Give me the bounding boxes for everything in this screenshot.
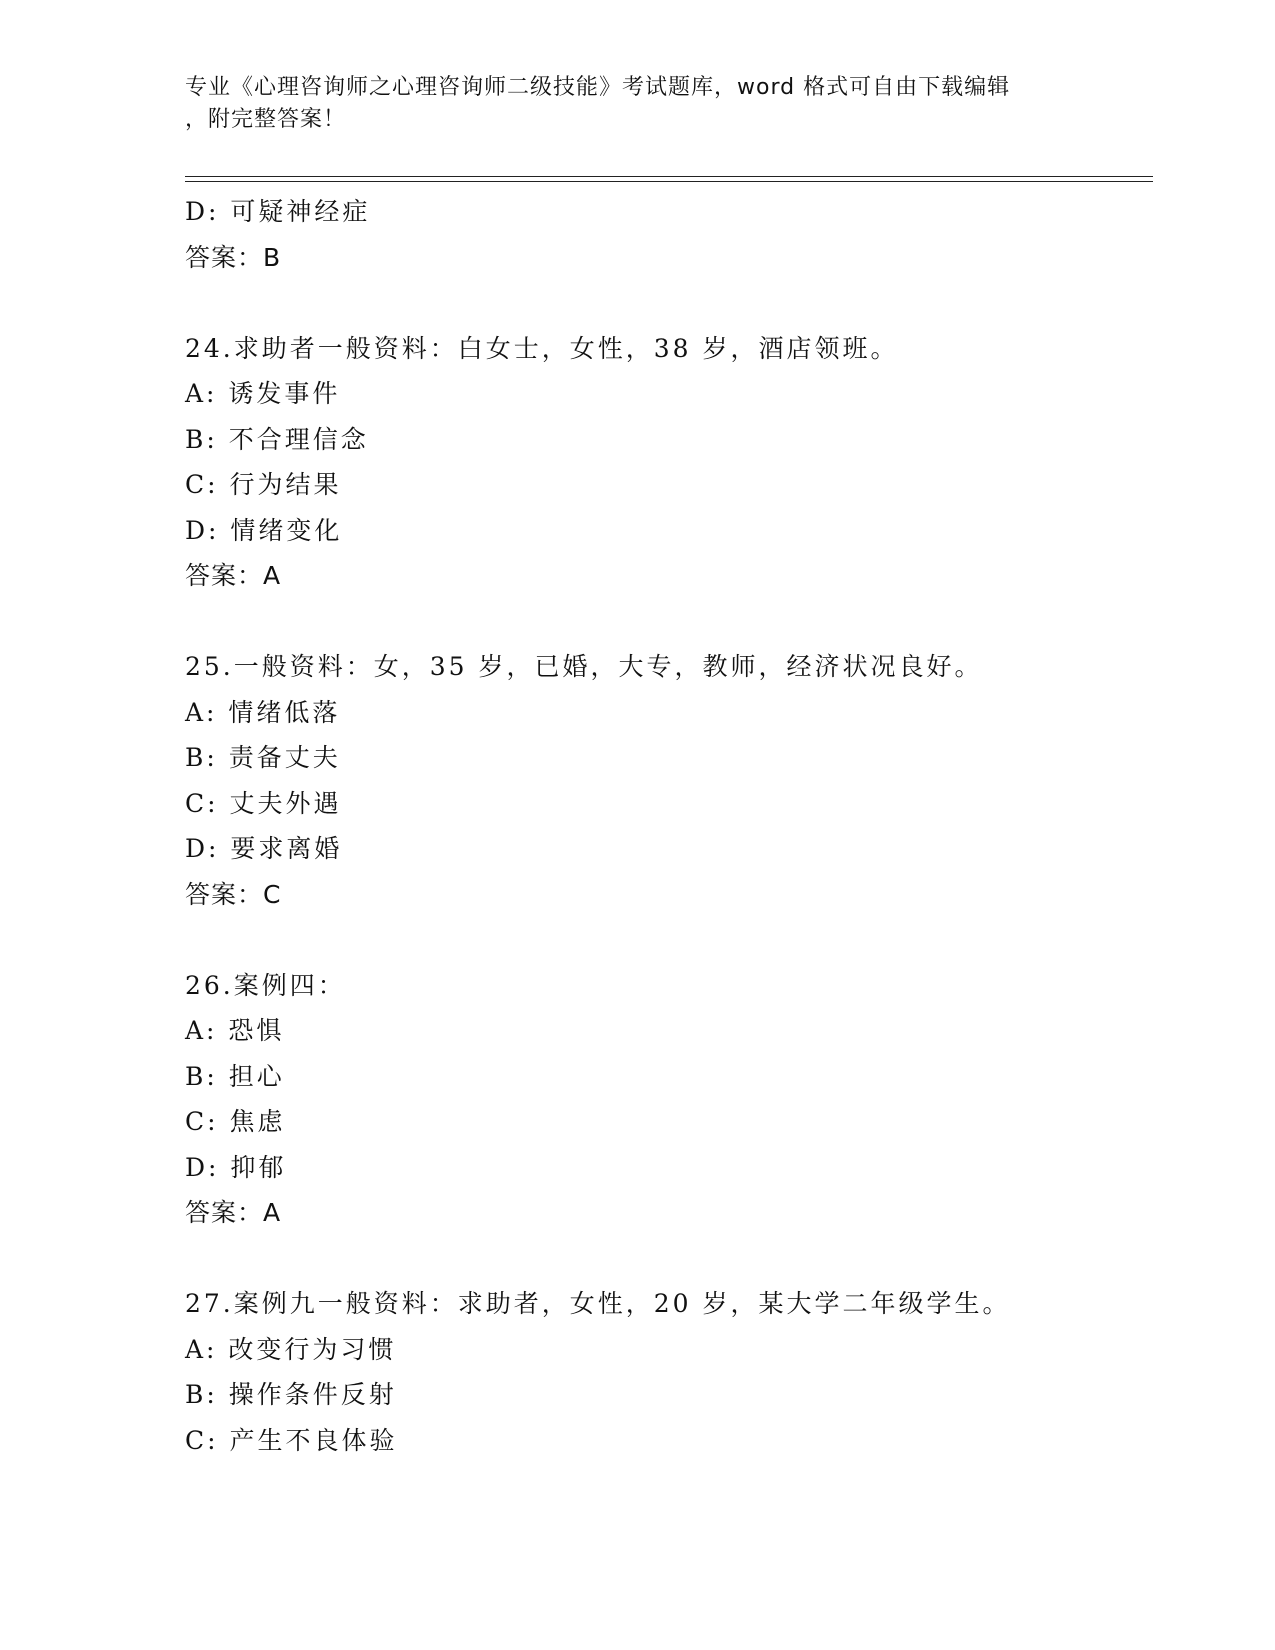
option-d: D: 情绪变化 bbox=[185, 515, 343, 545]
spacer bbox=[185, 1236, 1153, 1282]
header-line-2: ，附完整答案！ bbox=[185, 107, 347, 132]
answer-line: 答案：C bbox=[185, 879, 282, 909]
option-b: B: 不合理信念 bbox=[185, 424, 369, 454]
header-line-1: 专业《心理咨询师之心理咨询师二级技能》考试题库，word 格式可自由下载编辑 bbox=[185, 75, 1011, 100]
option-d: D: 抑郁 bbox=[185, 1152, 287, 1182]
option-c: C: 焦虑 bbox=[185, 1107, 286, 1136]
option-b: B: 责备丈夫 bbox=[185, 743, 341, 772]
spacer bbox=[185, 280, 1153, 326]
question-title: 24.求助者一般资料：白女士，女性，38 岁，酒店领班。 bbox=[185, 333, 899, 363]
spacer bbox=[185, 917, 1153, 963]
option-a: A: 改变行为习惯 bbox=[185, 1334, 397, 1364]
option-c: C: 产生不良体验 bbox=[185, 1425, 398, 1455]
option-a: A: 情绪低落 bbox=[185, 697, 341, 727]
question-content bbox=[185, 189, 1153, 1463]
option-b: B: 担心 bbox=[185, 1061, 285, 1091]
question-title: 25.一般资料：女，35 岁，已婚，大专，教师，经济状况良好。 bbox=[185, 652, 983, 681]
option-d: D: 可疑神经症 bbox=[185, 197, 371, 226]
spacer bbox=[185, 599, 1153, 645]
answer-line: 答案：A bbox=[185, 1198, 282, 1227]
header-divider-top bbox=[185, 176, 1153, 177]
question-title: 27.案例九一般资料：求助者，女性，20 岁，某大学二年级学生。 bbox=[185, 1289, 1011, 1318]
option-a: A: 诱发事件 bbox=[185, 379, 341, 408]
option-b: B: 操作条件反射 bbox=[185, 1380, 397, 1409]
option-c: C: 丈夫外遇 bbox=[185, 788, 342, 818]
answer-line: 答案：B bbox=[185, 242, 282, 272]
page-header bbox=[185, 72, 1085, 136]
answer-line: 答案：A bbox=[185, 561, 282, 590]
option-c: C: 行为结果 bbox=[185, 470, 342, 499]
header-divider-bottom bbox=[185, 181, 1153, 182]
option-d: D: 要求离婚 bbox=[185, 834, 343, 863]
question-title: 26.案例四： bbox=[185, 970, 346, 1000]
option-a: A: 恐惧 bbox=[185, 1016, 285, 1045]
